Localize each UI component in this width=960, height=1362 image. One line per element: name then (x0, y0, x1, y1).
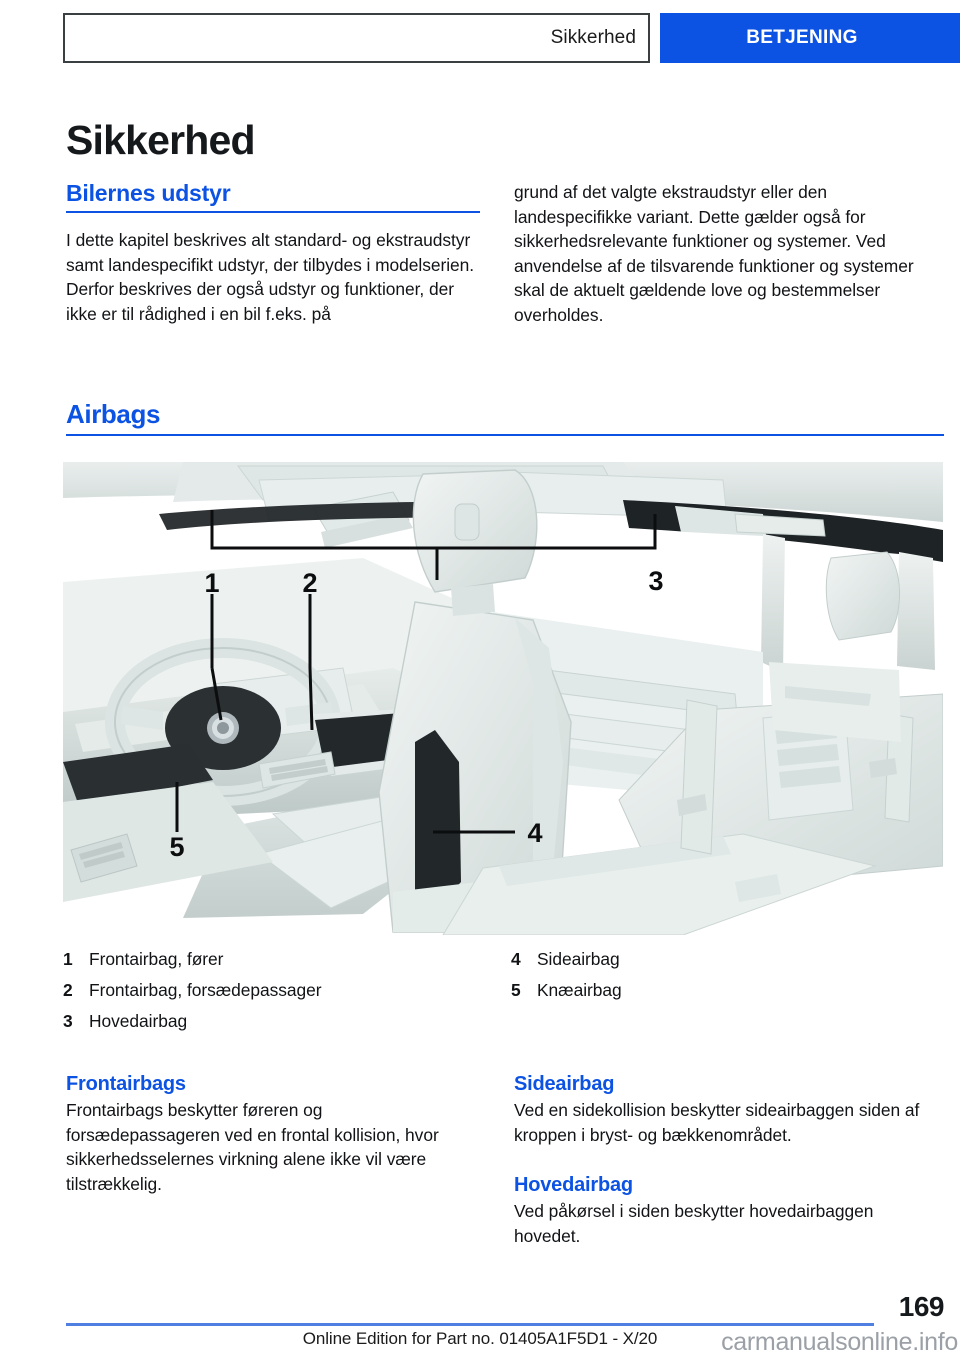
legend-number: 2 (63, 980, 73, 1000)
header-chapter-box (63, 13, 650, 63)
list-item (511, 948, 931, 970)
paragraph-frontairbags: Frontairbags beskytter føreren og forsædepassageren ved en frontal kollision, hvor sikkerhedsselernes virkning alene ikke vil være tilstrækkelig. (66, 1100, 439, 1194)
bottom-column-right (514, 1072, 932, 1274)
paragraph-hovedairbag: Ved påkørsel i siden beskytter hovedairbaggen hovedet. (514, 1201, 874, 1246)
legend-label: Sideairbag (537, 949, 620, 969)
list-item (63, 979, 483, 1001)
bottom-column-left (66, 1072, 480, 1222)
airbags-heading-wrap (66, 400, 944, 436)
text-block-hovedairbag (514, 1173, 932, 1248)
subheading-hovedairbag: Hovedairbag (514, 1174, 633, 1196)
header-chapter-label: Sikkerhed (550, 27, 636, 48)
subheading-frontairbags: Frontairbags (66, 1073, 186, 1095)
subheading-sideairbag: Sideairbag (514, 1073, 615, 1095)
legend-column-right (511, 948, 931, 1010)
legend-column-left (63, 948, 483, 1041)
svg-text:2: 2 (302, 568, 318, 598)
intro-column-left (66, 180, 480, 326)
text-block-sideairbag (514, 1072, 932, 1147)
footer-divider (66, 1323, 874, 1326)
legend-label: Frontairbag, forsædepassager (89, 980, 322, 1000)
intro-paragraph-left: I dette kapitel beskrives alt standard- og ekstraudstyr samt landespecifikt udstyr, der tilbydes i modelserien. Derfor beskrives der også udstyr og funktioner, der ikke er til rådighed i en bil f.eks. på (66, 230, 475, 324)
airbag-diagram-svg (63, 462, 943, 935)
svg-text:5: 5 (169, 832, 185, 862)
svg-text:3: 3 (648, 566, 664, 596)
page-title: Sikkerhed (66, 117, 255, 164)
section-heading-airbags: Airbags (66, 400, 944, 436)
intro-column-right (514, 180, 932, 327)
svg-text:4: 4 (527, 818, 543, 848)
paragraph-sideairbag: Ved en sidekollision beskytter sideairbaggen siden af kroppen i bryst- og bækkenområdet. (514, 1100, 920, 1145)
header-section-label: BETJENING (746, 27, 858, 48)
footer-watermark: carmanualsonline.info (721, 1328, 958, 1356)
legend-number: 3 (63, 1011, 73, 1031)
legend-number: 5 (511, 980, 521, 1000)
page-footer (0, 1288, 960, 1362)
legend-label: Hovedairbag (89, 1011, 188, 1031)
legend-label: Frontairbag, fører (89, 949, 224, 969)
legend-number: 4 (511, 949, 521, 969)
list-item (63, 948, 483, 970)
footer-edition-text: Online Edition for Part no. 01405A1F5D1 - X/20 (302, 1329, 658, 1348)
section-heading-bilernes-udstyr: Bilernes udstyr (66, 180, 480, 213)
text-block-frontairbags (66, 1072, 480, 1196)
list-item (511, 979, 931, 1001)
svg-text:1: 1 (204, 568, 220, 598)
page-header (0, 0, 960, 70)
car-interior-airbag-locations-diagram (63, 462, 943, 935)
intro-paragraph-right: grund af det valgte ekstraudstyr eller den landespecifikke variant. Dette gælder også for sikkerhedsrelevante funktioner og systemer. Ved anvendelse af de tilsvarende funktioner og systemer skal de aktuelt gældende love og bestemmelser overholdes. (514, 182, 914, 325)
list-item (63, 1010, 483, 1032)
legend-label: Knæairbag (537, 980, 622, 1000)
page-number: 169 (898, 1291, 944, 1322)
header-section-tab (660, 13, 960, 63)
legend-number: 1 (63, 949, 73, 969)
